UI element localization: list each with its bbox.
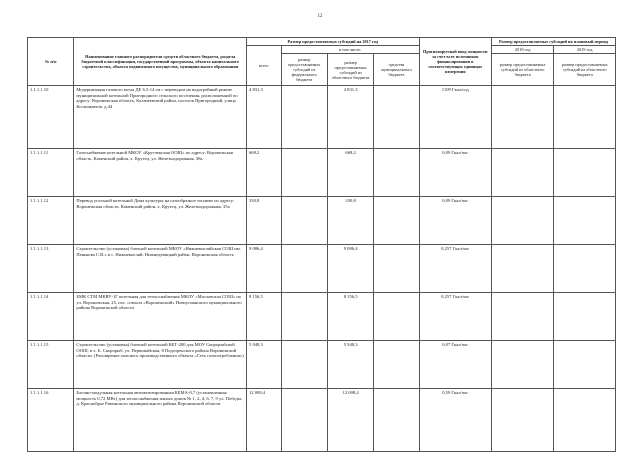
row-total: 668,2 <box>247 149 282 197</box>
row-regional: 330,8 <box>327 197 373 245</box>
row-capacity: 1109 Гкал/год <box>419 86 491 149</box>
header-total: всего <box>247 46 282 86</box>
row-name: Газоснабжение котельной МКОУ «Крутченская ООШ» по адресу: Воронежская область, Каменский район, х. Крутец, ул. Железнодорожная, 38а <box>74 149 247 197</box>
header-including: в том числе: <box>281 46 419 54</box>
page-number: 12 <box>317 14 323 19</box>
row-total: 8 156,5 <box>247 293 282 341</box>
header-regional-2018: размер предоставляемых субсидий из областного бюджета <box>491 54 554 86</box>
header-municipal: средства муниципального бюджета <box>374 54 419 86</box>
row-num: 1.1.1.1.15 <box>28 341 74 389</box>
header-planning: Размер предоставляемых субсидий на плановый период <box>491 38 615 46</box>
table-row <box>28 149 616 197</box>
row-num: 1.1.1.1.16 <box>28 389 74 452</box>
row-name: Строительство (установка) блочной котельной МКОУ «Нижнекисляйская СОШ им. Пенькова С.В.» в с. Нижнекисляй, Нижнедевицкий район, Воронежская область <box>74 245 247 293</box>
row-total: 4 831,3 <box>247 86 282 149</box>
row-capacity: 0,07 Гкал/час <box>419 341 491 389</box>
row-regional: 8 156,5 <box>327 293 373 341</box>
table-row <box>28 86 616 149</box>
row-regional: 12 008,4 <box>327 389 373 452</box>
row-capacity: 0,257 Гкал/час <box>419 245 491 293</box>
row-capacity: 0,09 Гкал/час <box>419 149 491 197</box>
table-row <box>28 389 616 452</box>
header-2018: 2018 год <box>491 46 554 54</box>
header-federal: размер предоставляемых субсидий из федерального бюджета <box>281 54 327 86</box>
row-capacity: 0,59 Гкал/час <box>419 389 491 452</box>
row-num: 1.1.1.1.13 <box>28 245 74 293</box>
row-total: 330,8 <box>247 197 282 245</box>
row-total: 5 948,3 <box>247 341 282 389</box>
row-name: Перевод угольной котельной Дома культуры на газообразное топливо по адресу: Воронежская область, Каменский район, х. Крутец, ул. Железнодорожная, 35а <box>74 197 247 245</box>
row-name: Блочно-модульная котельная автоматизированная КБМА-0,7 (установленная мощность 0,72 МВт) для теплоснабжения жилых домов № 1, 2, 4, 6, 7, 9 ул. Победы, д. Краснобрье Рамонского муниципального района Воронежской области <box>74 389 247 452</box>
table-row <box>28 245 616 293</box>
row-total: 12 008,4 <box>247 389 282 452</box>
header-subsidy-2017: Размер предоставляемых субсидий на 2017 год <box>247 38 420 46</box>
header-capacity: Прогнозируемый ввод мощности за счет всех источников финансирования в соответствующих единицах измерения <box>419 38 491 86</box>
row-total: 9 086,4 <box>247 245 282 293</box>
row-regional: 9 086,4 <box>327 245 373 293</box>
row-num: 1.1.1.1.10 <box>28 86 74 149</box>
row-num: 1.1.1.1.14 <box>28 293 74 341</box>
table-row <box>28 293 616 341</box>
row-num: 1.1.1.1.11 <box>28 149 74 197</box>
header-name: Наименование главного распорядителя средств областного бюджета, раздела бюджетной классификации, государственной программы, объекта капитального строительства, объекта недвижимого имущества, муниципального образования <box>74 38 247 86</box>
header-regional: размер предоставляемых субсидий из областного бюджета <box>327 54 373 86</box>
subsidy-table <box>27 37 616 452</box>
table-row <box>28 197 616 245</box>
header-num: № п/п <box>28 38 74 86</box>
row-capacity: 0,257 Гкал/час <box>419 293 491 341</box>
row-regional: 668,2 <box>327 149 373 197</box>
row-regional: 5 948,3 <box>327 341 373 389</box>
row-name: БМК СТМ МКВУ-1Г котельная для теплоснабжения МКОУ «Масловская СОШ» по ул. Воронежская, 25, пос. совхоза «Воронежский» Новоусманского муниципального района Воронежской области <box>74 293 247 341</box>
row-num: 1.1.1.1.12 <box>28 197 74 245</box>
row-name: Модернизация газового котла ДЕ 6,5-14 гм с переводом на водогрейный режим муниципальной котельной Пригородного сельского поселения, расположенной по адресу: Воронежская область, Калачеевский район, поселок Пригородный, улица Космонавтов, д.44 <box>74 86 247 149</box>
header-2019: 2019 год <box>554 46 616 54</box>
table-row <box>28 341 616 389</box>
row-regional: 4 831,3 <box>327 86 373 149</box>
header-regional-2019: размер предоставляемых субсидий из областного бюджета <box>554 54 616 86</box>
row-name: Строительство (установка) блочной котельной КБТ-200 для МОУ Скорорыбской ООШ, в х. Б. Скорорыб, ул. Первомайская, 8 Подгоренского района Воронежской области. (Расширение опасного производственного объекта «Сеть газопотребления») <box>74 341 247 389</box>
row-capacity: 0,09 Гкал/час <box>419 197 491 245</box>
